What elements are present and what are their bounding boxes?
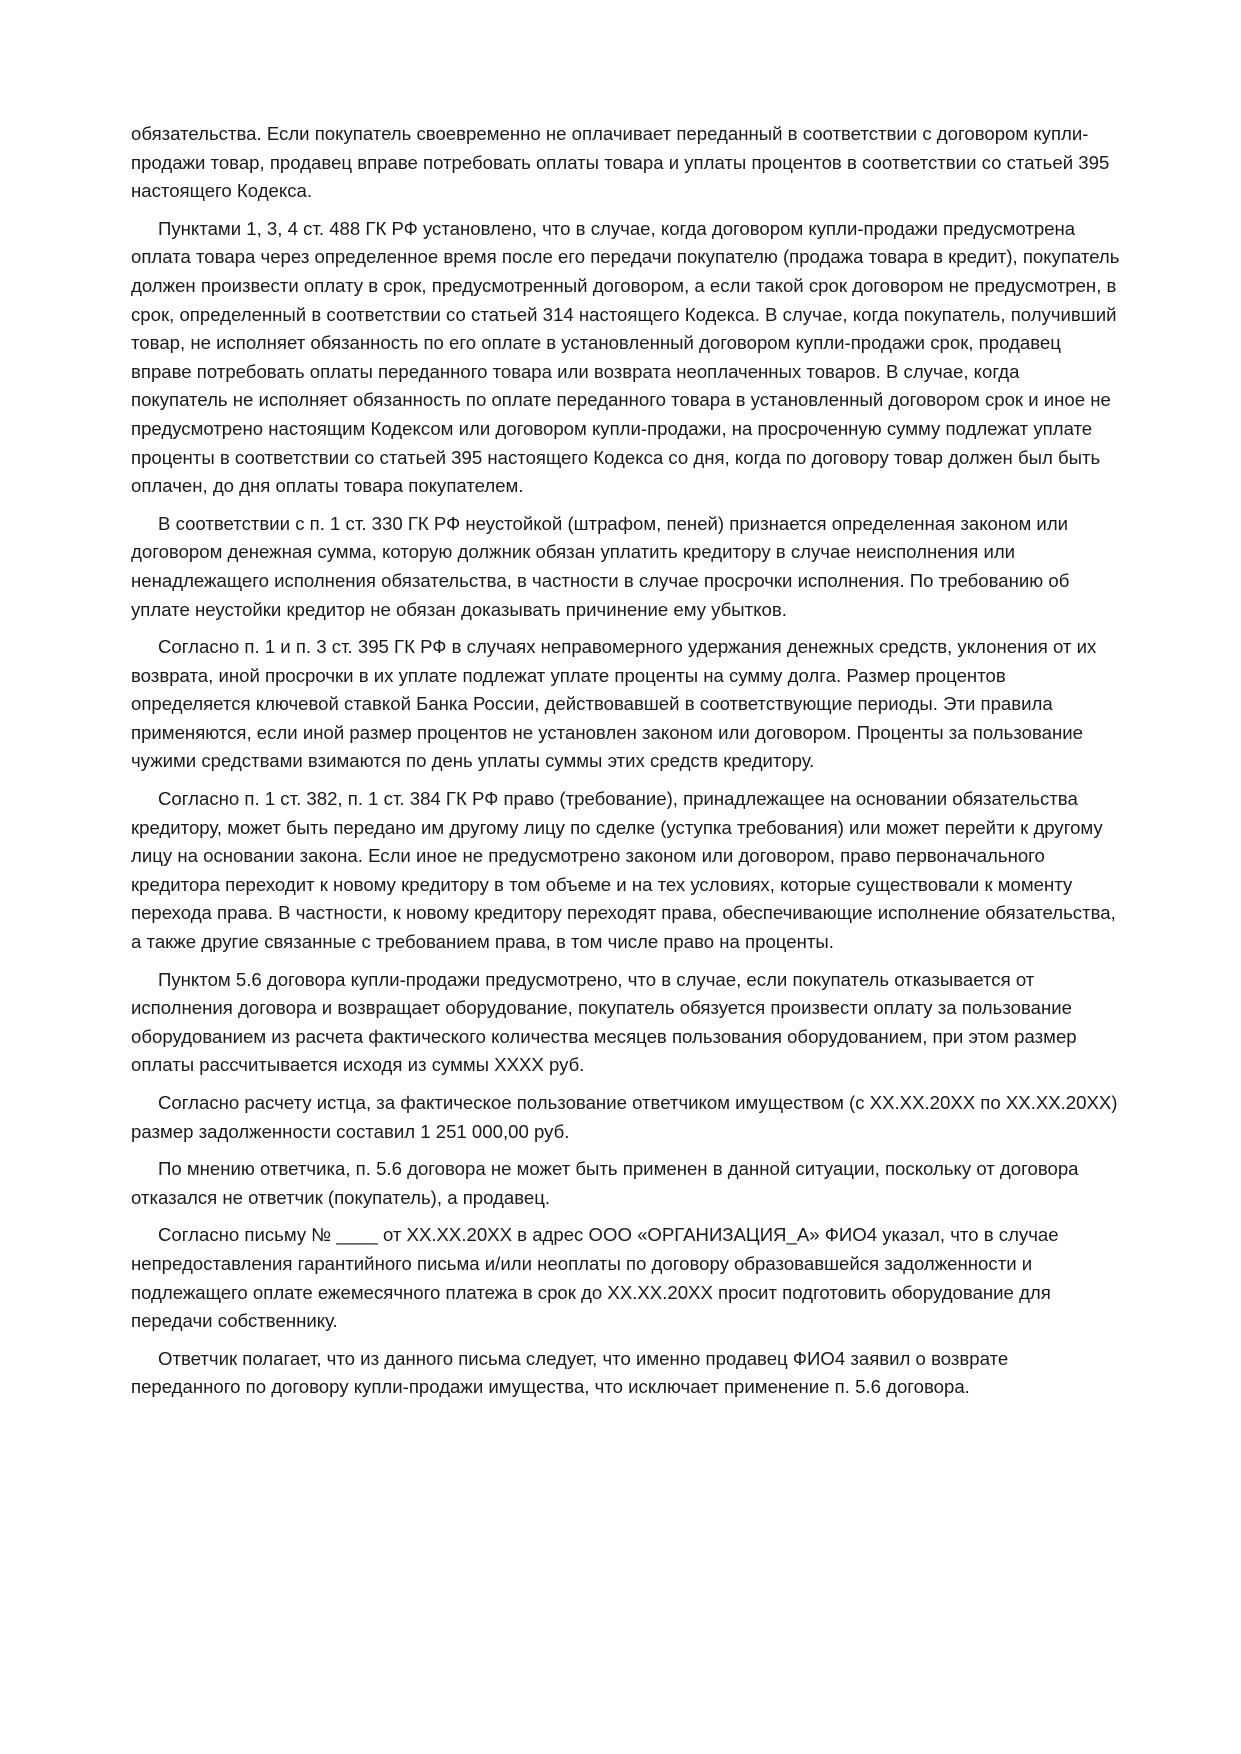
paragraph-defendant-conclusion: Ответчик полагает, что из данного письма следует, что именно продавец ФИО4 заявил о возврате переданного по договору купли-продажи имущества, что исключает применение п. 5.6 договора. — [131, 1347, 1009, 1398]
paragraph-art-488: Пунктами 1, 3, 4 ст. 488 ГК РФ установлено, что в случае, когда договором купли-продажи предусмотрена оплата товара через определенное время после его передачи покупателю (продажа товара в кредит), покупатель должен произвести оплату в срок, предусмотренный договором, а если такой срок договором не предусмотрен, в срок, определенный в соответствии со статьей 314 настоящего Кодекса. В случае, когда покупатель, получивший товар, не исполняет обязанность по его оплате в установленный договором купли-продажи срок, продавец вправе потребовать оплаты переданного товара или возврата неоплаченных товаров. В случае, когда покупатель не исполняет обязанность по оплате переданного товара в установленный договором срок и иное не предусмотрено настоящим Кодексом или договором купли-продажи, на просроченную сумму подлежат уплате проценты в соответствии со статьей 395 настоящего Кодекса со дня, когда по договору товар должен был быть оплачен, до дня оплаты товара покупателем. — [131, 217, 1120, 497]
paragraph-continuation: обязательства. Если покупатель своевременно не оплачивает переданный в соответствии с договором купли-продажи товар, продавец вправе потребовать оплаты товара и уплаты процентов в соответствии со статьей 395 настоящего Кодекса. — [131, 123, 1110, 202]
paragraph-art-382-384: Согласно п. 1 ст. 382, п. 1 ст. 384 ГК РФ право (требование), принадлежащее на основании обязательства кредитору, может быть передано им другому лицу по сделке (уступка требования) или может перейти к другому лицу на основании закона. Если иное не предусмотрено законом или договором, право первоначального кредитора переходит к новому кредитору в том объеме и на тех условиях, которые существовали к моменту перехода права. В частности, к новому кредитору переходят права, обеспечивающие исполнение обязательства, а также другие связанные с требованием права, в том числе право на проценты. — [131, 788, 1116, 953]
paragraph-claimant-calculation: Согласно расчету истца, за фактическое пользование ответчиком имуществом (с ХХ.ХХ.20ХХ по ХХ.ХХ.20ХХ) размер задолженности составил 1 251 000,00 руб. — [131, 1092, 1118, 1142]
document-page — [131, 120, 1121, 1411]
paragraph-clause-5-6: Пунктом 5.6 договора купли-продажи предусмотрено, что в случае, если покупатель отказывается от исполнения договора и возвращает оборудование, покупатель обязуется произвести оплату за пользование оборудованием из расчета фактического количества месяцев пользования оборудованием, при этом размер оплаты рассчитывается исходя из суммы ХХХХ руб. — [131, 968, 1077, 1076]
paragraph-art-330: В соответствии с п. 1 ст. 330 ГК РФ неустойкой (штрафом, пеней) признается определенная законом или договором денежная сумма, которую должник обязан уплатить кредитору в случае неисполнения или ненадлежащего исполнения обязательства, в частности в случае просрочки исполнения. По требованию об уплате неустойки кредитор не обязан доказывать причинение ему убытков. — [131, 512, 1070, 620]
paragraph-letter: Согласно письму № ____ от ХХ.ХХ.20ХХ в адрес ООО «ОРГАНИЗАЦИЯ_А» ФИО4 указал, что в случае непредоставления гарантийного письма и/или неоплаты по договору образовавшейся задолженности и подлежащего оплате ежемесячного платежа в срок до ХХ.ХХ.20ХХ просит подготовить оборудование для передачи собственнику. — [131, 1224, 1059, 1332]
paragraph-defendant-opinion: По мнению ответчика, п. 5.6 договора не может быть применен в данной ситуации, поскольку от договора отказался не ответчик (покупатель), а продавец. — [131, 1158, 1079, 1208]
paragraph-art-395: Согласно п. 1 и п. 3 ст. 395 ГК РФ в случаях неправомерного удержания денежных средств, уклонения от их возврата, иной просрочки в их уплате подлежат уплате проценты на сумму долга. Размер процентов определяется ключевой ставкой Банка России, действовавшей в соответствующие периоды. Эти правила применяются, если иной размер процентов не установлен законом или договором. Проценты за пользование чужими средствами взимаются по день уплаты суммы этих средств кредитору. — [131, 636, 1097, 772]
